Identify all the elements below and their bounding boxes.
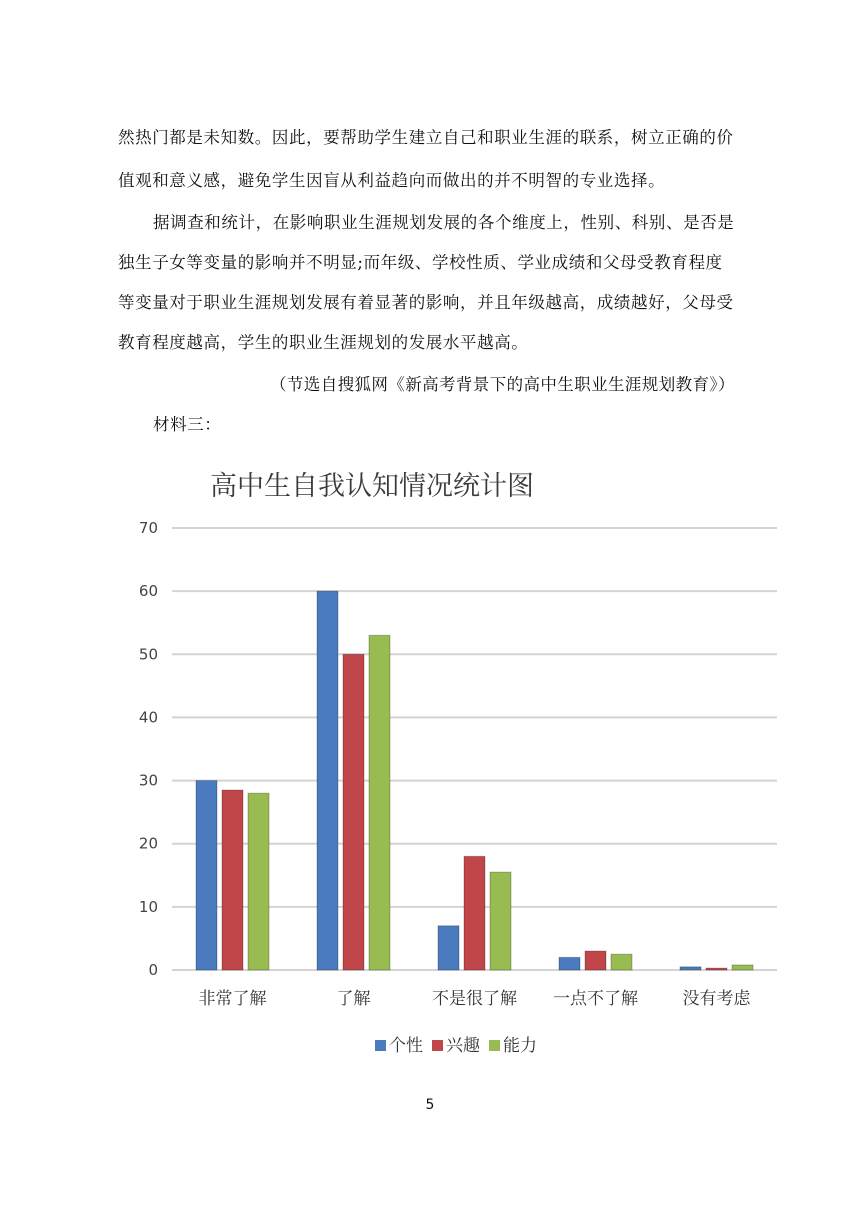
legend-label: 能力 <box>503 1036 537 1056</box>
text-line: 据调查和统计，在影响职业生涯规划发展的各个维度上，性别、科别、是否是 <box>153 213 735 232</box>
legend-label: 个性 <box>389 1036 423 1056</box>
legend-swatch <box>375 1040 386 1051</box>
bar-能力-非常了解 <box>248 793 269 970</box>
legend-swatch <box>432 1040 443 1051</box>
text-line: 然热门都是未知数。因此，要帮助学生建立自己和职业生涯的联系，树立正确的价 <box>118 128 734 147</box>
y-tick-label: 60 <box>138 582 158 601</box>
bar-兴趣-了解 <box>343 654 364 970</box>
text-line: 教育程度越高，学生的职业生涯规划的发展水平越高。 <box>118 333 529 352</box>
text-line: 独生子女等变量的影响并不明显;而年级、学校性质、学业成绩和父母受教育程度 <box>118 253 723 272</box>
bar-个性-了解 <box>317 591 338 970</box>
x-category-label: 没有考虑 <box>682 989 751 1009</box>
y-axis-ticks <box>139 519 158 979</box>
chart-title: 高中生自我认知情况统计图 <box>210 471 534 502</box>
bar-个性-没有考虑 <box>680 967 701 970</box>
y-tick-label: 50 <box>138 645 158 664</box>
text-line: 值观和意义感，避免学生因盲从利益趋向而做出的并不明智的专业选择。 <box>118 171 666 190</box>
x-category-label: 非常了解 <box>198 989 267 1009</box>
bar-个性-一点不了解 <box>559 957 580 970</box>
y-tick-label: 20 <box>138 834 158 853</box>
x-category-label: 一点不了解 <box>553 989 638 1009</box>
text-line: 等变量对于职业生涯规划发展有着显著的影响，并且年级越高，成绩越好，父母受 <box>118 293 734 312</box>
bar-能力-没有考虑 <box>732 965 753 970</box>
bar-个性-不是很了解 <box>438 926 459 970</box>
y-tick-label: 10 <box>138 897 158 916</box>
y-tick-label: 30 <box>138 771 158 790</box>
bar-兴趣-非常了解 <box>222 790 243 970</box>
material-label: 材料三： <box>153 415 222 434</box>
bar-能力-不是很了解 <box>490 872 511 970</box>
page-number: 5 <box>425 1097 435 1113</box>
bar-个性-非常了解 <box>196 781 217 970</box>
legend-label: 兴趣 <box>446 1036 480 1056</box>
y-tick-label: 0 <box>148 961 158 979</box>
source-citation: （节选自搜狐网《新高考背景下的高中生职业生涯规划教育》） <box>270 375 735 394</box>
bar-能力-一点不了解 <box>611 954 632 970</box>
bar-能力-了解 <box>369 635 390 970</box>
legend-swatch <box>489 1040 500 1051</box>
bar-兴趣-一点不了解 <box>585 951 606 970</box>
x-axis-labels <box>199 989 752 1009</box>
y-tick-label: 40 <box>138 708 158 727</box>
x-category-label: 了解 <box>336 989 371 1009</box>
bar-兴趣-没有考虑 <box>706 968 727 970</box>
y-tick-label: 70 <box>138 519 158 537</box>
bar-兴趣-不是很了解 <box>464 856 485 970</box>
x-category-label: 不是很了解 <box>432 989 517 1009</box>
legend <box>375 1036 537 1056</box>
bar-chart <box>120 455 790 1070</box>
